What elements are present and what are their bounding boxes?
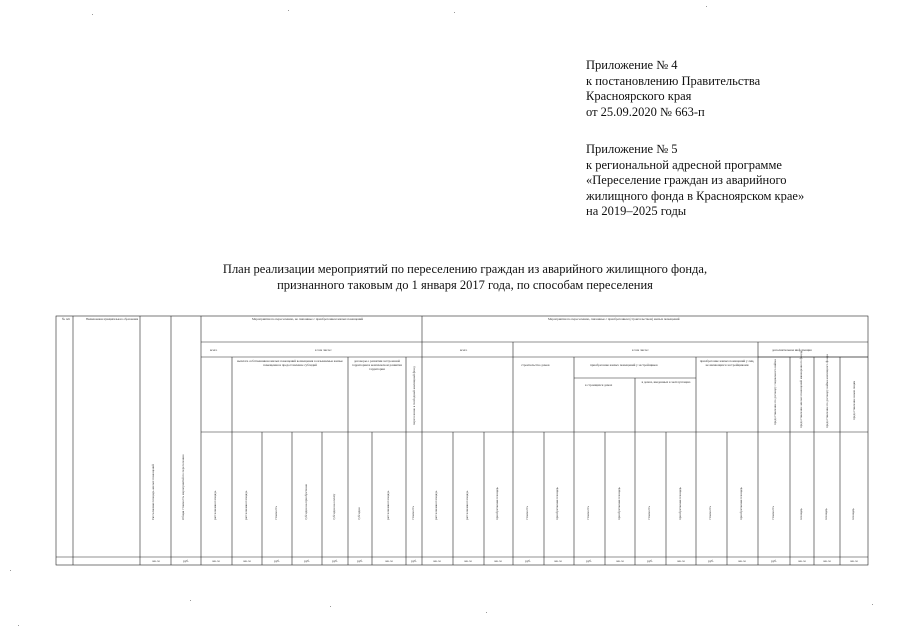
appendix-4-line-2: к постановлению Правительства bbox=[586, 73, 761, 88]
unit-cell: кв. м bbox=[554, 559, 562, 563]
right-acq-built-header: в домах, введенных в эксплуатацию bbox=[641, 380, 691, 384]
unit-cell: кв. м bbox=[212, 559, 220, 563]
group-left-header: Мероприятия по переселению, не связанные с приобретением жилых помещений bbox=[252, 317, 364, 321]
unit-cell: руб. bbox=[586, 559, 592, 563]
scan-speck bbox=[706, 6, 707, 7]
leaf-column-header: расселяемая площадь bbox=[213, 490, 217, 520]
unit-cell: кв. м bbox=[738, 559, 746, 563]
right-from-persons-header: приобретение жилых помещений у лиц, не являющихся застройщиками bbox=[699, 359, 755, 367]
leaf-column-header: стоимость bbox=[525, 505, 529, 520]
left-including-header: в том числе: bbox=[315, 348, 332, 352]
leaf-column-header: стоимость bbox=[771, 505, 775, 520]
scan-speck bbox=[288, 10, 289, 11]
unit-cell: кв. м bbox=[616, 559, 624, 563]
leaf-column-header: приобретаемая площадь bbox=[678, 487, 682, 520]
left-sub3-header: переселение в свободный жилищный фонд bbox=[412, 366, 416, 425]
leaf-column-header: стоимость bbox=[647, 505, 651, 520]
appendix-5-line-2: к региональной адресной программе bbox=[586, 157, 782, 172]
unit-cell: руб. bbox=[274, 559, 280, 563]
unit-cell: кв. м bbox=[677, 559, 685, 563]
unit-cell: руб. bbox=[357, 559, 363, 563]
leaf-column-header: субсидия bbox=[357, 507, 361, 520]
scan-speck bbox=[872, 604, 873, 605]
appendix-5-line-1: Приложение № 5 bbox=[586, 142, 678, 156]
right-extra-2-header: предоставление жилых помещений маневренного фонда bbox=[799, 351, 803, 428]
leaf-column-header: субсидия на оплату bbox=[332, 493, 336, 520]
unit-cell: руб. bbox=[332, 559, 338, 563]
unit-cell: руб. bbox=[647, 559, 653, 563]
right-extra-3-header: предоставление по договору найма жилищного фонда bbox=[825, 354, 829, 428]
leaf-column-header: приобретаемая площадь bbox=[617, 487, 621, 520]
leaf-column-header: площадь bbox=[799, 508, 803, 520]
right-construction-header: строительство домов bbox=[521, 363, 550, 367]
appendix-5-line-5: на 2019–2025 годы bbox=[586, 204, 687, 218]
unit-cell: кв. м bbox=[494, 559, 502, 563]
right-acquisition-header: приобретение жилых помещений у застройщиков bbox=[590, 363, 658, 367]
col-resettled-area-header: Расселяемая площадь жилых помещений bbox=[151, 464, 155, 520]
right-total-header: всего bbox=[460, 348, 468, 352]
scan-speck bbox=[486, 612, 487, 613]
left-sub1-header: выплата собственникам жилых помещений возмещения за изымаемые жилые помещения и предоставление субсидий bbox=[237, 359, 343, 367]
leaf-column-header: приобретаемая площадь bbox=[555, 487, 559, 520]
unit-cell: руб. bbox=[183, 559, 189, 563]
leaf-column-header: расселяемая площадь bbox=[386, 490, 390, 520]
leaf-column-header: стоимость bbox=[586, 505, 590, 520]
leaf-column-header: субсидия на приобретение bbox=[304, 483, 308, 520]
appendix-4-line-4: от 25.09.2020 № 663-п bbox=[586, 104, 705, 119]
unit-cell: кв. м bbox=[850, 559, 858, 563]
right-acq-under-header: в строящихся домах bbox=[585, 383, 613, 387]
unit-cell: кв. м bbox=[464, 559, 472, 563]
right-extra-group-header: дополнительная информация bbox=[772, 348, 812, 352]
unit-cell: руб. bbox=[304, 559, 310, 563]
scan-speck bbox=[18, 625, 19, 626]
leaf-column-header: расселяемая площадь bbox=[434, 490, 438, 520]
unit-cell: руб. bbox=[411, 559, 417, 563]
appendix-4-line-1: Приложение № 4 bbox=[586, 58, 678, 72]
appendix-4-line-3: Красноярского края bbox=[586, 89, 692, 103]
leaf-column-header: приобретаемая площадь bbox=[495, 487, 499, 520]
appendix-5-line-3: «Переселение граждан из аварийного bbox=[586, 173, 787, 187]
leaf-column-header: расселяемая площадь bbox=[465, 490, 469, 520]
col-total-cost-header: Общая стоимость мероприятий по переселению bbox=[181, 454, 185, 520]
scan-speck bbox=[92, 14, 93, 15]
scan-speck bbox=[454, 12, 455, 13]
unit-cell: руб. bbox=[525, 559, 531, 563]
unit-cell: кв. м bbox=[823, 559, 831, 563]
leaf-column-header: площадь bbox=[851, 508, 855, 520]
leaf-column-header: стоимость bbox=[708, 505, 712, 520]
unit-cell: кв. м bbox=[385, 559, 393, 563]
unit-row bbox=[152, 559, 858, 563]
scan-speck bbox=[330, 606, 331, 607]
unit-cell: кв. м bbox=[798, 559, 806, 563]
group-right-header: Мероприятия по переселению, связанные с приобретением (строительством) жилых помещений bbox=[548, 317, 680, 321]
col-municipality-header: Наименование муниципального образования bbox=[86, 317, 139, 321]
leaf-column-headers bbox=[213, 483, 855, 520]
unit-cell: руб. bbox=[771, 559, 777, 563]
leaf-column-header: приобретаемая площадь bbox=[739, 487, 743, 520]
unit-cell: кв. м bbox=[433, 559, 441, 563]
right-extra-4-header: предоставление иным лицам bbox=[852, 380, 856, 420]
left-sub2-header: договоры о развитии застроенной территории и комплексном развитии территории bbox=[352, 359, 402, 371]
appendix-5-line-4: жилищного фонда в Красноярском крае» bbox=[586, 188, 805, 203]
leaf-column-header: стоимость bbox=[411, 505, 415, 520]
plan-title-line-2: признанного таковым до 1 января 2017 года, по способам переселения bbox=[277, 277, 653, 292]
left-total-header: всего bbox=[210, 348, 218, 352]
leaf-column-header: стоимость bbox=[274, 505, 278, 520]
col-num-header: № п/п bbox=[62, 317, 71, 321]
unit-cell: кв. м bbox=[243, 559, 251, 563]
unit-cell: кв. м bbox=[152, 559, 160, 563]
right-including-header: в том числе: bbox=[632, 348, 649, 352]
leaf-column-header: расселяемая площадь bbox=[244, 490, 248, 520]
plan-title-line-1: План реализации мероприятий по переселению граждан из аварийного жилищного фонда, bbox=[222, 262, 708, 276]
unit-cell: руб. bbox=[708, 559, 714, 563]
leaf-column-header: площадь bbox=[824, 508, 828, 520]
scan-speck bbox=[10, 570, 11, 571]
right-extra-1-header: предоставление по договору социального найма bbox=[773, 359, 777, 425]
scan-speck bbox=[190, 600, 191, 601]
